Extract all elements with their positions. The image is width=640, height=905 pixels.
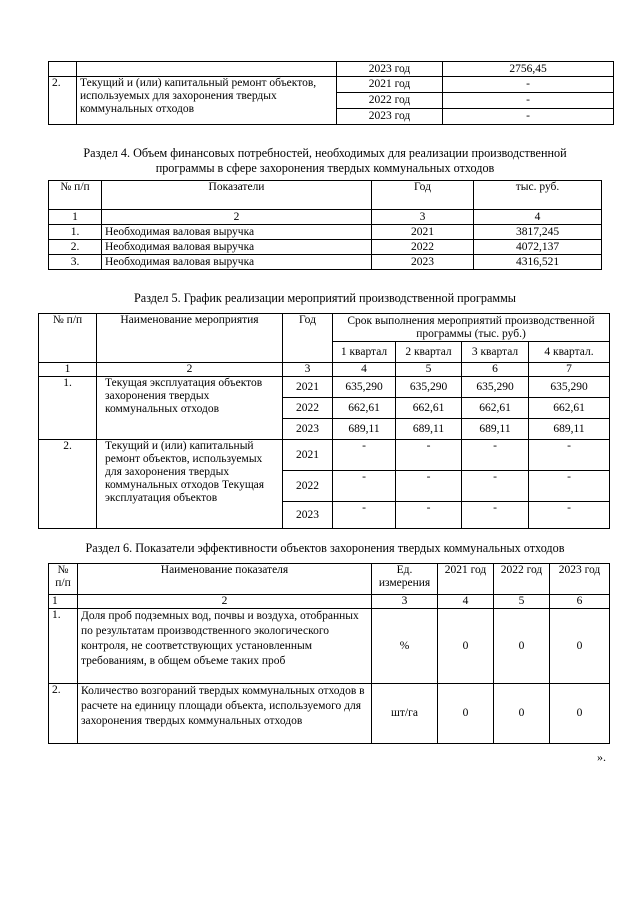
table-row: 3. Необходимая валовая выручка 2023 4316,521 bbox=[49, 255, 602, 270]
table-row: 2023 - - - - bbox=[39, 502, 610, 529]
year-cell: 2023 год bbox=[337, 62, 443, 77]
quarter-header: 1 квартал bbox=[333, 342, 396, 363]
numbering-cell: 2 bbox=[102, 210, 372, 225]
header-cell: Показатели bbox=[102, 181, 372, 210]
table-row: 2022 - - - - bbox=[39, 471, 610, 502]
numbering-cell: 7 bbox=[529, 363, 610, 377]
section6-table bbox=[48, 563, 610, 744]
quarter-header: 2 квартал bbox=[396, 342, 462, 363]
numbering-cell: 3 bbox=[372, 595, 438, 609]
value-cell: - bbox=[443, 109, 614, 125]
header-cell: Наименование показателя bbox=[78, 564, 372, 595]
table-row: 2. Необходимая валовая выручка 2022 4072,137 bbox=[49, 240, 602, 255]
header-cell: 2022 год bbox=[494, 564, 550, 595]
header-cell: Ед. измерения bbox=[372, 564, 438, 595]
header-cell: № п/п bbox=[49, 181, 102, 210]
table-row: 2. Количество возгораний твердых коммунальных отходов в расчете на единицу площади объекта, используемого для захоронения твердых коммунальных отходов шт/га 0 0 0 bbox=[49, 684, 610, 744]
numbering-cell: 5 bbox=[494, 595, 550, 609]
header-cell: № п/п bbox=[49, 564, 78, 595]
section5-title: Раздел 5. График реализации мероприятий производственной программы bbox=[134, 291, 516, 305]
table-row: 2. Текущий и (или) капитальный ремонт объектов, используемых для захоронения твердых коммунальных отходов Текущая эксплуатация объектов 2021 - - - - bbox=[39, 440, 610, 471]
numbering-cell: 3 bbox=[372, 210, 474, 225]
section4-title: Раздел 4. Объем финансовых потребностей, необходимых для реализации производственной программы в сфере захоронения твердых коммунальных отходов bbox=[83, 146, 567, 175]
header-cell: тыс. руб. bbox=[474, 181, 602, 210]
numbering-cell: 2 bbox=[97, 363, 283, 377]
table-row: 1. Текущая эксплуатация объектов захоронения твердых коммунальных отходов 2021 635,290 635,290 635,290 635,290 bbox=[39, 377, 610, 398]
numbering-cell: 6 bbox=[462, 363, 529, 377]
numbering-cell: 4 bbox=[333, 363, 396, 377]
value-cell: - bbox=[443, 93, 614, 109]
numbering-cell: 6 bbox=[550, 595, 610, 609]
numbering-cell: 5 bbox=[396, 363, 462, 377]
table-row: 2023 689,11 689,11 689,11 689,11 bbox=[39, 419, 610, 440]
section5-table bbox=[38, 313, 610, 529]
header-cell: Срок выполнения мероприятий производственной программы (тыс. руб.) bbox=[333, 314, 610, 342]
year-cell: 2023 год bbox=[337, 109, 443, 125]
table-row: 2022 662,61 662,61 662,61 662,61 bbox=[39, 398, 610, 419]
section6-title: Раздел 6. Показатели эффективности объектов захоронения твердых коммунальных отходов bbox=[85, 541, 565, 555]
quarter-header: 3 квартал bbox=[462, 342, 529, 363]
value-cell: - bbox=[443, 77, 614, 93]
numbering-cell: 3 bbox=[283, 363, 333, 377]
header-cell: Наименование мероприятия bbox=[97, 314, 283, 363]
numbering-cell: 1 bbox=[49, 595, 78, 609]
section4-table bbox=[48, 180, 602, 270]
closing-quote-mark: ». bbox=[597, 750, 606, 764]
quarter-header: 4 квартал. bbox=[529, 342, 610, 363]
numbering-cell: 4 bbox=[474, 210, 602, 225]
numbering-cell: 1 bbox=[39, 363, 97, 377]
numbering-cell: 2 bbox=[78, 595, 372, 609]
header-cell: Год bbox=[372, 181, 474, 210]
table-row: 1. Доля проб подземных вод, почвы и воздуха, отобранных по результатам производственного экологического контроля, не соответствующих установленным требованиям, в общем объеме таких проб % 0 0 0 bbox=[49, 609, 610, 684]
header-cell: 2021 год bbox=[438, 564, 494, 595]
top-table bbox=[48, 61, 614, 125]
year-cell: 2022 год bbox=[337, 93, 443, 109]
header-cell: № п/п bbox=[39, 314, 97, 363]
header-cell: Год bbox=[283, 314, 333, 363]
header-cell: 2023 год bbox=[550, 564, 610, 595]
numbering-cell: 1 bbox=[49, 210, 102, 225]
table-row: 1. Необходимая валовая выручка 2021 3817,245 bbox=[49, 225, 602, 240]
numbering-cell: 4 bbox=[438, 595, 494, 609]
year-cell: 2021 год bbox=[337, 77, 443, 93]
activity-name: Текущий и (или) капитальный ремонт объектов, используемых для захоронения твердых коммунальных отходов bbox=[77, 77, 337, 125]
value-cell: 2756,45 bbox=[443, 62, 614, 77]
row-number: 2. bbox=[49, 77, 77, 125]
